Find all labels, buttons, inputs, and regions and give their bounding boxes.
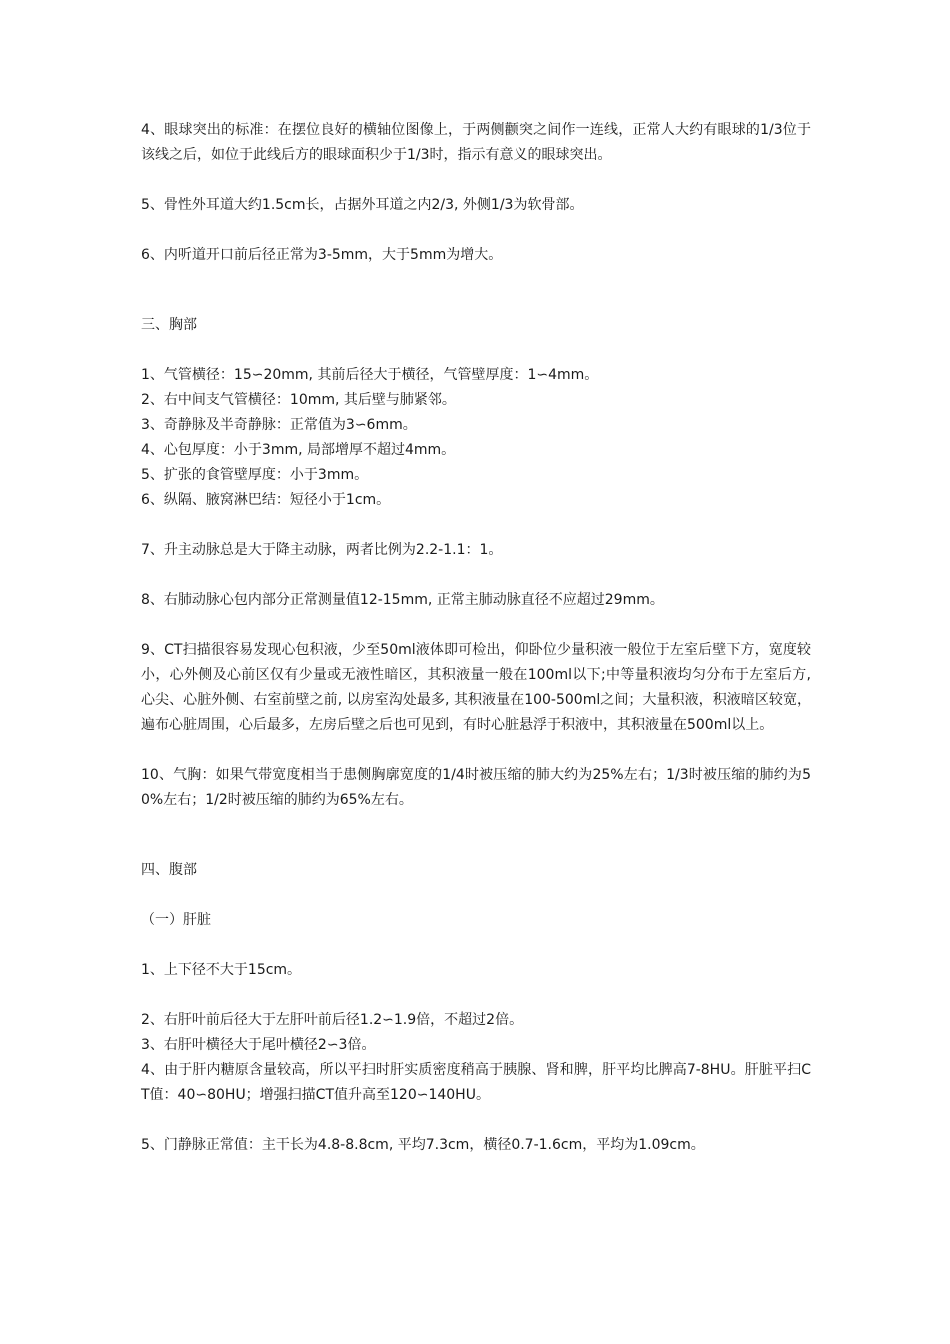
paragraph: 6、内听道开口前后径正常为3-5mm，大于5mm为增大。 bbox=[141, 247, 503, 263]
spacer bbox=[141, 933, 811, 958]
paragraph: 5、骨性外耳道大约1.5cm长，占据外耳道之内2/3, 外侧1/3为软骨部。 bbox=[141, 197, 584, 213]
spacer bbox=[141, 613, 811, 638]
paragraph: 5、门静脉正常值：主干长为4.8-8.8cm, 平均7.3cm，横径0.7-1.6cm，平均为1.09cm。 bbox=[141, 1137, 705, 1153]
paragraph: 8、右肺动脉心包内部分正常测量值12-15mm, 正常主肺动脉直径不应超过29mm。 bbox=[141, 592, 664, 608]
spacer bbox=[141, 983, 811, 1008]
document-page bbox=[141, 118, 811, 1158]
spacer bbox=[141, 563, 811, 588]
spacer bbox=[141, 883, 811, 908]
paragraph: 4、眼球突出的标准：在摆位良好的横轴位图像上，于两侧颧突之间作一连线，正常人大约有眼球的1/3位于该线之后，如位于此线后方的眼球面积少于1/3时，指示有意义的眼球突出。 bbox=[141, 122, 811, 163]
spacer bbox=[141, 168, 811, 193]
paragraph: 10、气胸：如果气带宽度相当于患侧胸廓宽度的1/4时被压缩的肺大约为25%左右；1/3时被压缩的肺约为50%左右；1/2时被压缩的肺约为65%左右。 bbox=[141, 767, 811, 808]
paragraph: 1、上下径不大于15cm。 bbox=[141, 962, 302, 978]
spacer bbox=[141, 268, 811, 313]
paragraph: 2、右肝叶前后径大于左肝叶前后径1.2∽1.9倍，不超过2倍。 bbox=[141, 1012, 524, 1028]
spacer bbox=[141, 738, 811, 763]
paragraph: 5、扩张的食管壁厚度：小于3mm。 bbox=[141, 467, 369, 483]
paragraph: 2、右中间支气管横径：10mm, 其后壁与肺紧邻。 bbox=[141, 392, 456, 408]
paragraph: 9、CT扫描很容易发现心包积液，少至50ml液体即可检出，仰卧位少量积液一般位于左室后壁下方，宽度较小，心外侧及心前区仅有少量或无液性暗区，其积液量一般在100ml以下;中等量积液均匀分布于左室后方, 心尖、心脏外侧、右室前壁之前, 以房室沟处最多, 其积液量在100-500ml之间；大量积液，积液暗区较宽，遍布心脏周围，心后最多，左房后壁之后也可见到，有时心脏悬浮于积液中，其积液量在500ml以上。 bbox=[141, 642, 811, 733]
spacer bbox=[141, 338, 811, 363]
paragraph: 6、纵隔、腋窝淋巴结：短径小于1cm。 bbox=[141, 492, 391, 508]
paragraph: 3、奇静脉及半奇静脉：正常值为3∽6mm。 bbox=[141, 417, 417, 433]
paragraph: 4、由于肝内糖原含量较高，所以平扫时肝实质密度稍高于胰腺、肾和脾，肝平均比脾高7-8HU。肝脏平扫CT值：40∽80HU；增强扫描CT值升高至120∽140HU。 bbox=[141, 1062, 811, 1103]
paragraph: 1、气管横径：15∽20mm, 其前后径大于横径，气管壁厚度：1∽4mm。 bbox=[141, 367, 599, 383]
spacer bbox=[141, 513, 811, 538]
paragraph: 7、升主动脉总是大于降主动脉，两者比例为2.2-1.1：1。 bbox=[141, 542, 503, 558]
spacer bbox=[141, 1108, 811, 1133]
paragraph: 三、胸部 bbox=[141, 317, 197, 333]
spacer bbox=[141, 218, 811, 243]
paragraph: 3、右肝叶横径大于尾叶横径2∽3倍。 bbox=[141, 1037, 376, 1053]
spacer bbox=[141, 813, 811, 858]
paragraph: （一）肝脏 bbox=[141, 912, 211, 928]
paragraph: 4、心包厚度：小于3mm, 局部增厚不超过4mm。 bbox=[141, 442, 456, 458]
paragraph: 四、腹部 bbox=[141, 862, 197, 878]
